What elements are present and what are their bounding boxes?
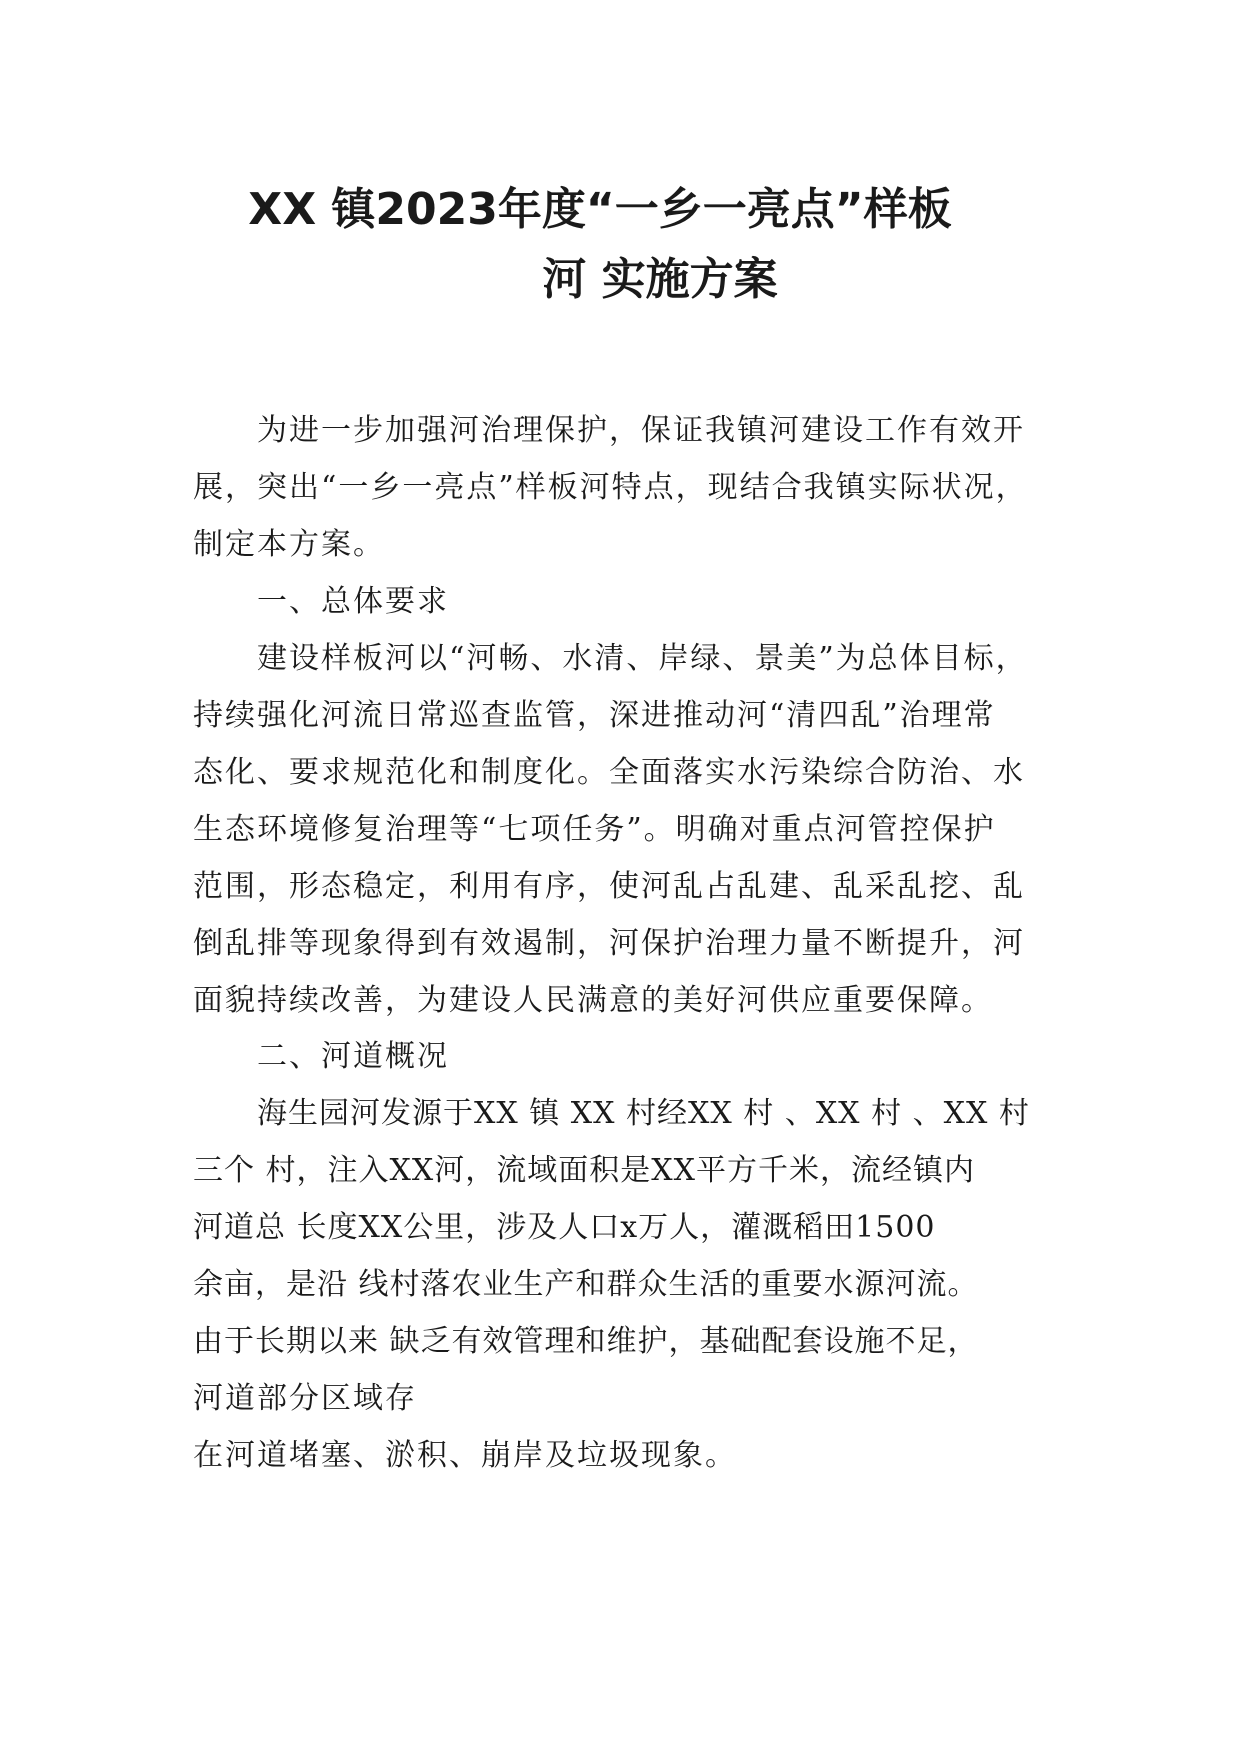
section-1-line: 生态环境修复治理等“七项任务”。明确对重点河管控保护 (193, 812, 996, 847)
section-1-line: 倒乱排等现象得到有效遏制，河保护治理力量不断提升，河 (193, 926, 1025, 961)
section-2-line: 海生园河发源于XX 镇 XX 村经XX 村 、XX 村 、XX 村 (257, 1096, 1030, 1131)
section-2-line: 由于长期以来 缺乏有效管理和维护，基础配套设施不足， (193, 1324, 979, 1359)
intro-line: 展，突出“一乡一亮点”样板河特点，现结合我镇实际状况， (193, 470, 1028, 505)
section-1-line: 态化、要求规范化和制度化。全面落实水污染综合防治、水 (193, 755, 1025, 790)
intro-line: 制定本方案。 (193, 527, 385, 562)
section-2-tail-line: 在河道堵塞、淤积、崩岸及垃圾现象。 (193, 1438, 737, 1473)
document-title-line-1: XX 镇2023年度“一乡一亮点”样板 (248, 184, 952, 235)
section-1-paragraph (193, 630, 1053, 1029)
section-2-line: 三个 村，注入XX河，流域面积是XX平方千米，流经镇内 (193, 1153, 975, 1188)
section-2-paragraph (193, 1085, 1053, 1370)
section-2-line: 河道总 长度XX公里，涉及人口x万人，灌溉稻田1500 (193, 1210, 936, 1245)
section-2-tail-line: 河道部分区域存 (193, 1381, 417, 1416)
intro-paragraph (193, 402, 1053, 573)
section-2-heading (193, 1028, 1053, 1085)
section-1-line: 范围，形态稳定，利用有序，使河乱占乱建、乱采乱挖、乱 (193, 869, 1025, 904)
section-2-heading-text: 二、河道概况 (257, 1039, 449, 1074)
document-title-line-2: 河 实施方案 (542, 254, 778, 305)
section-1-line: 建设样板河以“河畅、水清、岸绿、景美”为总体目标， (257, 641, 1028, 676)
intro-line: 为进一步加强河治理保护，保证我镇河建设工作有效开 (257, 413, 1025, 448)
section-1-heading (193, 573, 1053, 630)
section-1-line: 持续强化河流日常巡查监管，深进推动河“清四乱”治理常 (193, 698, 996, 733)
section-1-heading-text: 一、总体要求 (257, 584, 449, 619)
section-2-line: 余亩，是沿 线村落农业生产和群众生活的重要水源河流。 (193, 1267, 979, 1302)
section-1-line: 面貌持续改善，为建设人民满意的美好河供应重要保障。 (193, 983, 993, 1018)
